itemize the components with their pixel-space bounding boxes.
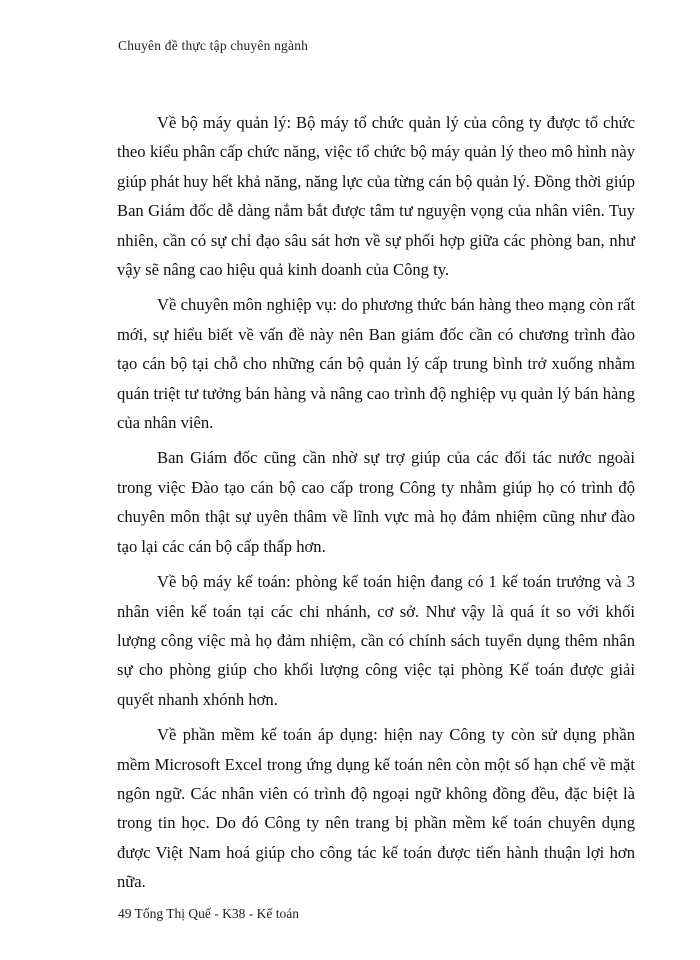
text-line: trong tin học. Do đó Công ty nên trang bị phần mềm kế toán chuyên dụng — [117, 813, 635, 833]
page-footer: 49 Tống Thị Quế - K38 - Kế toán — [118, 906, 299, 921]
text-line: mới, sự hiểu biết về vấn đề này nên Ban giám đốc cần có chương trình đào — [117, 324, 635, 344]
text-line: nhân viên kế toán tại các chi nhánh, cơ sở. Như vậy là quá ít so với khối — [117, 601, 635, 621]
text-line: ngôn ngữ. Các nhân viên có trình độ ngoại ngữ không đồng đều, đặc biệt là — [117, 783, 635, 803]
text-line: Về bộ máy quản lý: Bộ máy tổ chức quản lý của công ty được tổ chức — [157, 113, 635, 132]
text-line: giúp phát huy hết khả năng, năng lực của từng cán bộ quản lý. Đồng thời giúp — [117, 171, 636, 191]
text-line: nhiên, cần có sự chỉ đạo sâu sát hơn về sự phối hợp giữa các phòng ban, như — [117, 230, 635, 250]
text-line: Về chuyên môn nghiệp vụ: do phương thức bán hàng theo mạng còn rất — [157, 295, 635, 315]
text-line: theo kiểu phân cấp chức năng, việc tổ chức bộ máy quản lý theo mô hình này — [117, 142, 635, 162]
text-line: vậy sẽ nâng cao hiệu quả kinh doanh của Công ty. — [117, 260, 450, 280]
paragraph-foreign-partners — [117, 443, 635, 561]
paragraph-accounting-software — [117, 720, 635, 896]
paragraph-management-structure — [117, 108, 635, 284]
text-line: quán triệt tư tưởng bán hàng và nâng cao trình độ nghiệp vụ quản lý bán hàng — [117, 383, 635, 403]
text-line: nữa. — [117, 872, 146, 892]
text-line: Về bộ máy kế toán: phòng kế toán hiện đang có 1 kế toán trưởng và 3 — [157, 572, 635, 592]
text-line: tạo lại các cán bộ cấp thấp hơn. — [117, 536, 326, 556]
paragraph-accounting-staff — [117, 567, 635, 714]
text-line: quyết nhanh xhónh hơn. — [117, 689, 278, 709]
body-text — [117, 108, 635, 897]
text-line: trong việc Đào tạo cán bộ cao cấp trong Công ty nhằm giúp họ có trình độ — [117, 477, 635, 497]
text-line: tạo cán bộ tại chỗ cho những cán bộ quản lý cấp trung bình trở xuống nhằm — [117, 354, 635, 374]
text-line: Về phần mềm kế toán áp dụng: hiện nay Công ty còn sử dụng phần — [157, 725, 635, 745]
text-line: của nhân viên. — [117, 413, 214, 433]
text-line: được Việt Nam hoá giúp cho công tác kế toán được tiến hành thuận lợi hơn — [117, 842, 635, 862]
text-line: lượng công việc mà họ đảm nhiệm, cần có chính sách tuyển dụng thêm nhân — [117, 630, 635, 650]
text-line: sự cho phòng giúp cho khối lượng công việc tại phòng Kế toán được giải — [117, 660, 635, 680]
text-line: Ban Giám đốc cũng cần nhờ sự trợ giúp của các đối tác nước ngoài — [157, 448, 635, 468]
paragraph-professional-skills — [117, 290, 635, 437]
text-line: mềm Microsoft Excel trong ứng dụng kế toán nên còn một số hạn chế về mặt — [117, 754, 635, 774]
page-header: Chuyên đề thực tập chuyên ngành — [118, 38, 309, 53]
text-line: chuyên môn thật sự uyên thâm về lĩnh vực mà họ đảm nhiệm cũng như đào — [117, 507, 635, 527]
text-line: Ban Giám đốc dễ dàng nắm bắt được tâm tư nguyện vọng của nhân viên. Tuy — [117, 201, 635, 221]
